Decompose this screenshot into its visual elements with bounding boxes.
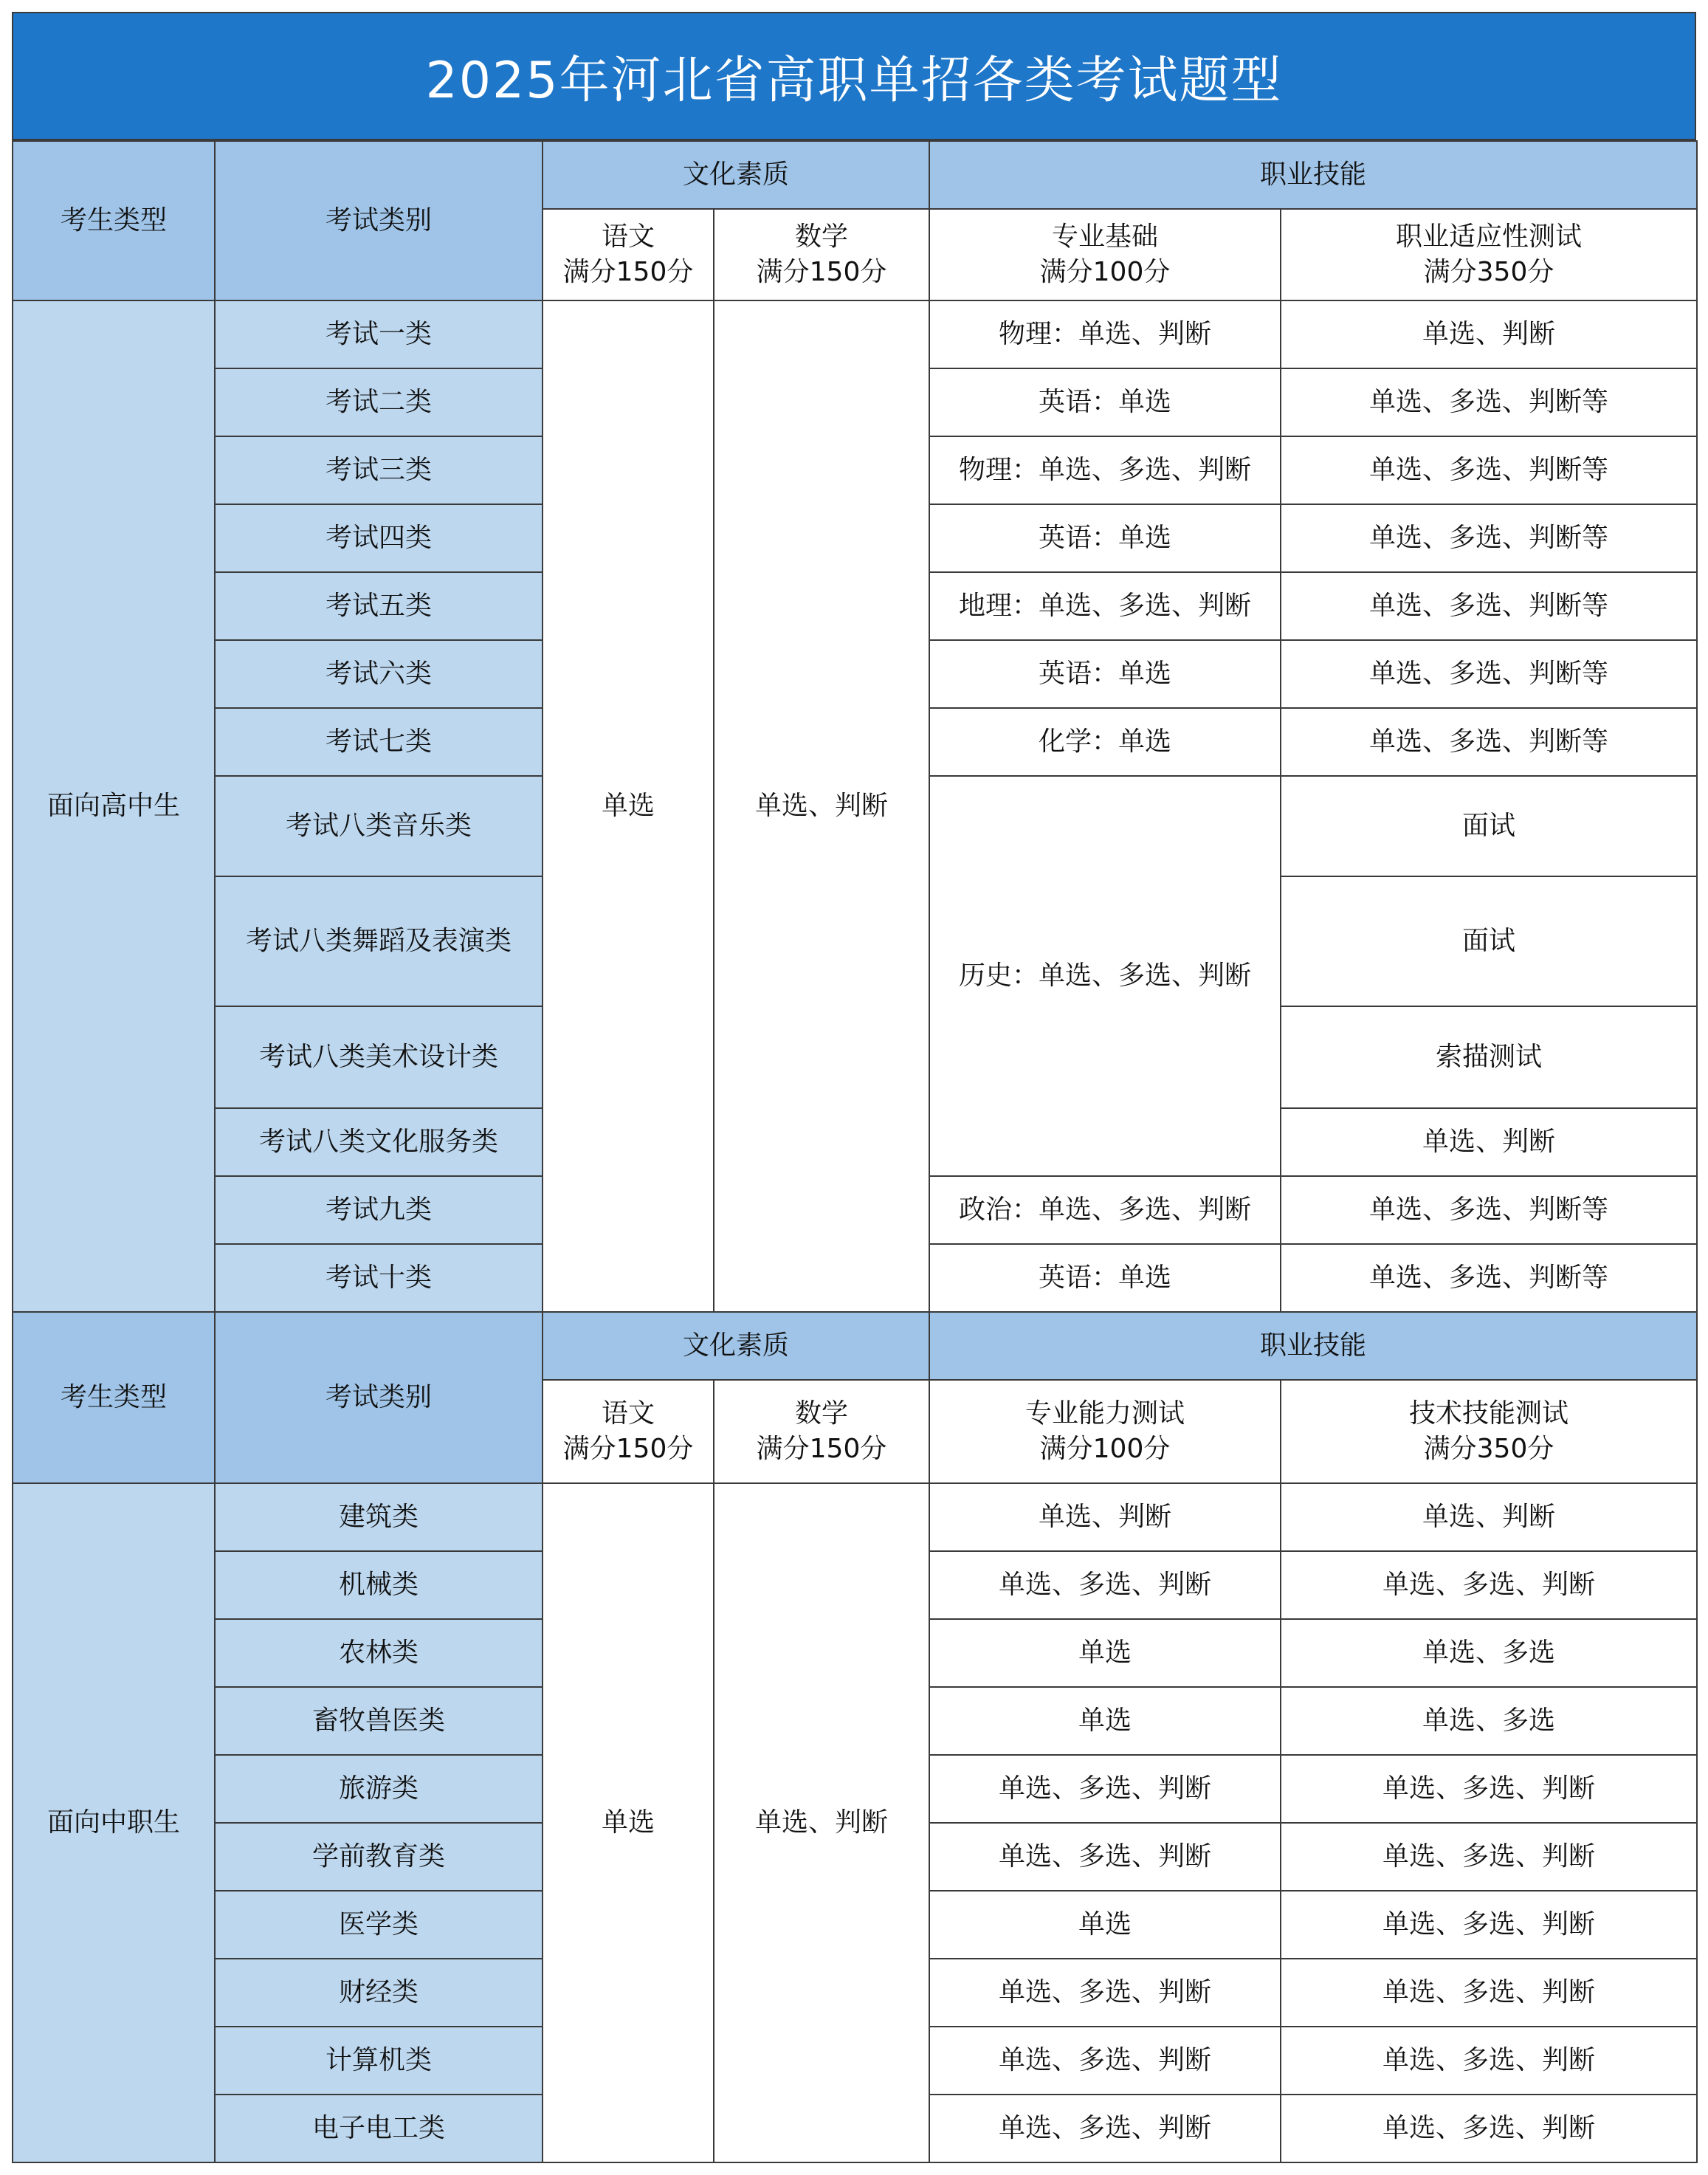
exam-category-cell: 考试九类 [215, 1176, 543, 1244]
skill1-header: 专业基础 满分100分 [929, 209, 1281, 300]
skill2-header: 职业适应性测试 满分350分 [1281, 209, 1697, 300]
skill1-cell: 历史：单选、多选、判断 [929, 776, 1281, 1176]
table-row [13, 300, 1697, 368]
skill1-cell: 英语：单选 [929, 1244, 1281, 1312]
chinese-type-cell: 单选 [543, 1483, 714, 2162]
exam-category-cell: 财经类 [215, 1959, 543, 2027]
skill2-cell: 单选、多选、判断 [1281, 1891, 1697, 1959]
skill1-cell: 单选、多选、判断 [929, 1959, 1281, 2027]
culture-group-header: 文化素质 [543, 1312, 929, 1380]
exam-category-cell: 考试六类 [215, 640, 543, 708]
section2-header-row1 [13, 1312, 1697, 1380]
exam-category-cell: 考试十类 [215, 1244, 543, 1312]
exam-category-cell: 考试八类音乐类 [215, 776, 543, 876]
skill2-header: 技术技能测试 满分350分 [1281, 1380, 1697, 1483]
math-type-cell: 单选、判断 [714, 300, 929, 1312]
skill2-cell: 单选、多选、判断等 [1281, 708, 1697, 776]
exam-category-cell: 考试二类 [215, 368, 543, 436]
skill1-cell: 单选、多选、判断 [929, 2027, 1281, 2095]
skill1-cell: 英语：单选 [929, 640, 1281, 708]
skill-group-header: 职业技能 [929, 141, 1697, 209]
skill2-cell: 单选、多选 [1281, 1619, 1697, 1687]
math-header: 数学 满分150分 [714, 1380, 929, 1483]
exam-category-cell: 考试五类 [215, 572, 543, 640]
skill1-cell: 英语：单选 [929, 368, 1281, 436]
exam-category-cell: 旅游类 [215, 1755, 543, 1823]
exam-category-cell: 学前教育类 [215, 1823, 543, 1891]
exam-category-cell: 医学类 [215, 1891, 543, 1959]
exam-category-cell: 考试七类 [215, 708, 543, 776]
skill2-cell: 单选、多选、判断等 [1281, 436, 1697, 504]
exam-category-cell: 电子电工类 [215, 2095, 543, 2162]
exam-category-cell: 考试八类文化服务类 [215, 1108, 543, 1176]
exam-category-cell: 机械类 [215, 1551, 543, 1619]
chinese-header: 语文 满分150分 [543, 1380, 714, 1483]
skill1-cell: 单选、判断 [929, 1483, 1281, 1551]
skill2-cell: 索描测试 [1281, 1006, 1697, 1108]
math-header: 数学 满分150分 [714, 209, 929, 300]
skill1-cell: 单选、多选、判断 [929, 1823, 1281, 1891]
exam-category-cell: 计算机类 [215, 2027, 543, 2095]
exam-category-cell: 考试一类 [215, 300, 543, 368]
skill1-cell: 物理：单选、判断 [929, 300, 1281, 368]
skill2-cell: 单选、多选、判断等 [1281, 1244, 1697, 1312]
exam-category-cell: 考试四类 [215, 504, 543, 572]
exam-category-cell: 畜牧兽医类 [215, 1687, 543, 1755]
candidate-type-header: 考生类型 [13, 1312, 215, 1483]
skill1-cell: 单选 [929, 1687, 1281, 1755]
candidate-group-label: 面向中职生 [13, 1483, 215, 2162]
skill1-header: 专业能力测试 满分100分 [929, 1380, 1281, 1483]
skill2-cell: 单选、多选、判断等 [1281, 572, 1697, 640]
skill2-cell: 单选、多选、判断 [1281, 2095, 1697, 2162]
math-type-cell: 单选、判断 [714, 1483, 929, 2162]
exam-category-cell: 考试八类舞蹈及表演类 [215, 876, 543, 1006]
exam-category-cell: 农林类 [215, 1619, 543, 1687]
skill1-cell: 单选 [929, 1619, 1281, 1687]
culture-group-header: 文化素质 [543, 141, 929, 209]
skill1-cell: 化学：单选 [929, 708, 1281, 776]
exam-category-cell: 考试三类 [215, 436, 543, 504]
skill1-cell: 单选 [929, 1891, 1281, 1959]
skill1-cell: 政治：单选、多选、判断 [929, 1176, 1281, 1244]
skill2-cell: 单选、多选、判断等 [1281, 368, 1697, 436]
exam-category-header: 考试类别 [215, 1312, 543, 1483]
skill1-cell: 物理：单选、多选、判断 [929, 436, 1281, 504]
skill2-cell: 面试 [1281, 876, 1697, 1006]
skill2-cell: 单选、多选、判断 [1281, 2027, 1697, 2095]
skill2-cell: 单选、多选 [1281, 1687, 1697, 1755]
skill1-cell: 单选、多选、判断 [929, 1755, 1281, 1823]
candidate-type-header: 考生类型 [13, 141, 215, 300]
skill2-cell: 单选、多选、判断 [1281, 1823, 1697, 1891]
skill2-cell: 单选、判断 [1281, 1483, 1697, 1551]
exam-category-header: 考试类别 [215, 141, 543, 300]
skill2-cell: 单选、多选、判断等 [1281, 640, 1697, 708]
table-row [13, 1483, 1697, 1551]
chinese-type-cell: 单选 [543, 300, 714, 1312]
skill2-cell: 单选、多选、判断 [1281, 1755, 1697, 1823]
skill1-cell: 单选、多选、判断 [929, 1551, 1281, 1619]
skill2-cell: 单选、多选、判断等 [1281, 504, 1697, 572]
page-title: 2025年河北省高职单招各类考试题型 [12, 12, 1696, 140]
skill2-cell: 单选、多选、判断等 [1281, 1176, 1697, 1244]
skill2-cell: 单选、判断 [1281, 1108, 1697, 1176]
skill1-cell: 英语：单选 [929, 504, 1281, 572]
skill1-cell: 地理：单选、多选、判断 [929, 572, 1281, 640]
skill2-cell: 单选、多选、判断 [1281, 1551, 1697, 1619]
skill2-cell: 单选、多选、判断 [1281, 1959, 1697, 2027]
chinese-header: 语文 满分150分 [543, 209, 714, 300]
skill2-cell: 单选、判断 [1281, 300, 1697, 368]
exam-category-cell: 考试八类美术设计类 [215, 1006, 543, 1108]
candidate-group-label: 面向高中生 [13, 300, 215, 1312]
exam-type-table [12, 140, 1698, 2163]
skill-group-header: 职业技能 [929, 1312, 1697, 1380]
skill1-cell: 单选、多选、判断 [929, 2095, 1281, 2162]
section1-header-row1 [13, 141, 1697, 209]
exam-category-cell: 建筑类 [215, 1483, 543, 1551]
skill2-cell: 面试 [1281, 776, 1697, 876]
